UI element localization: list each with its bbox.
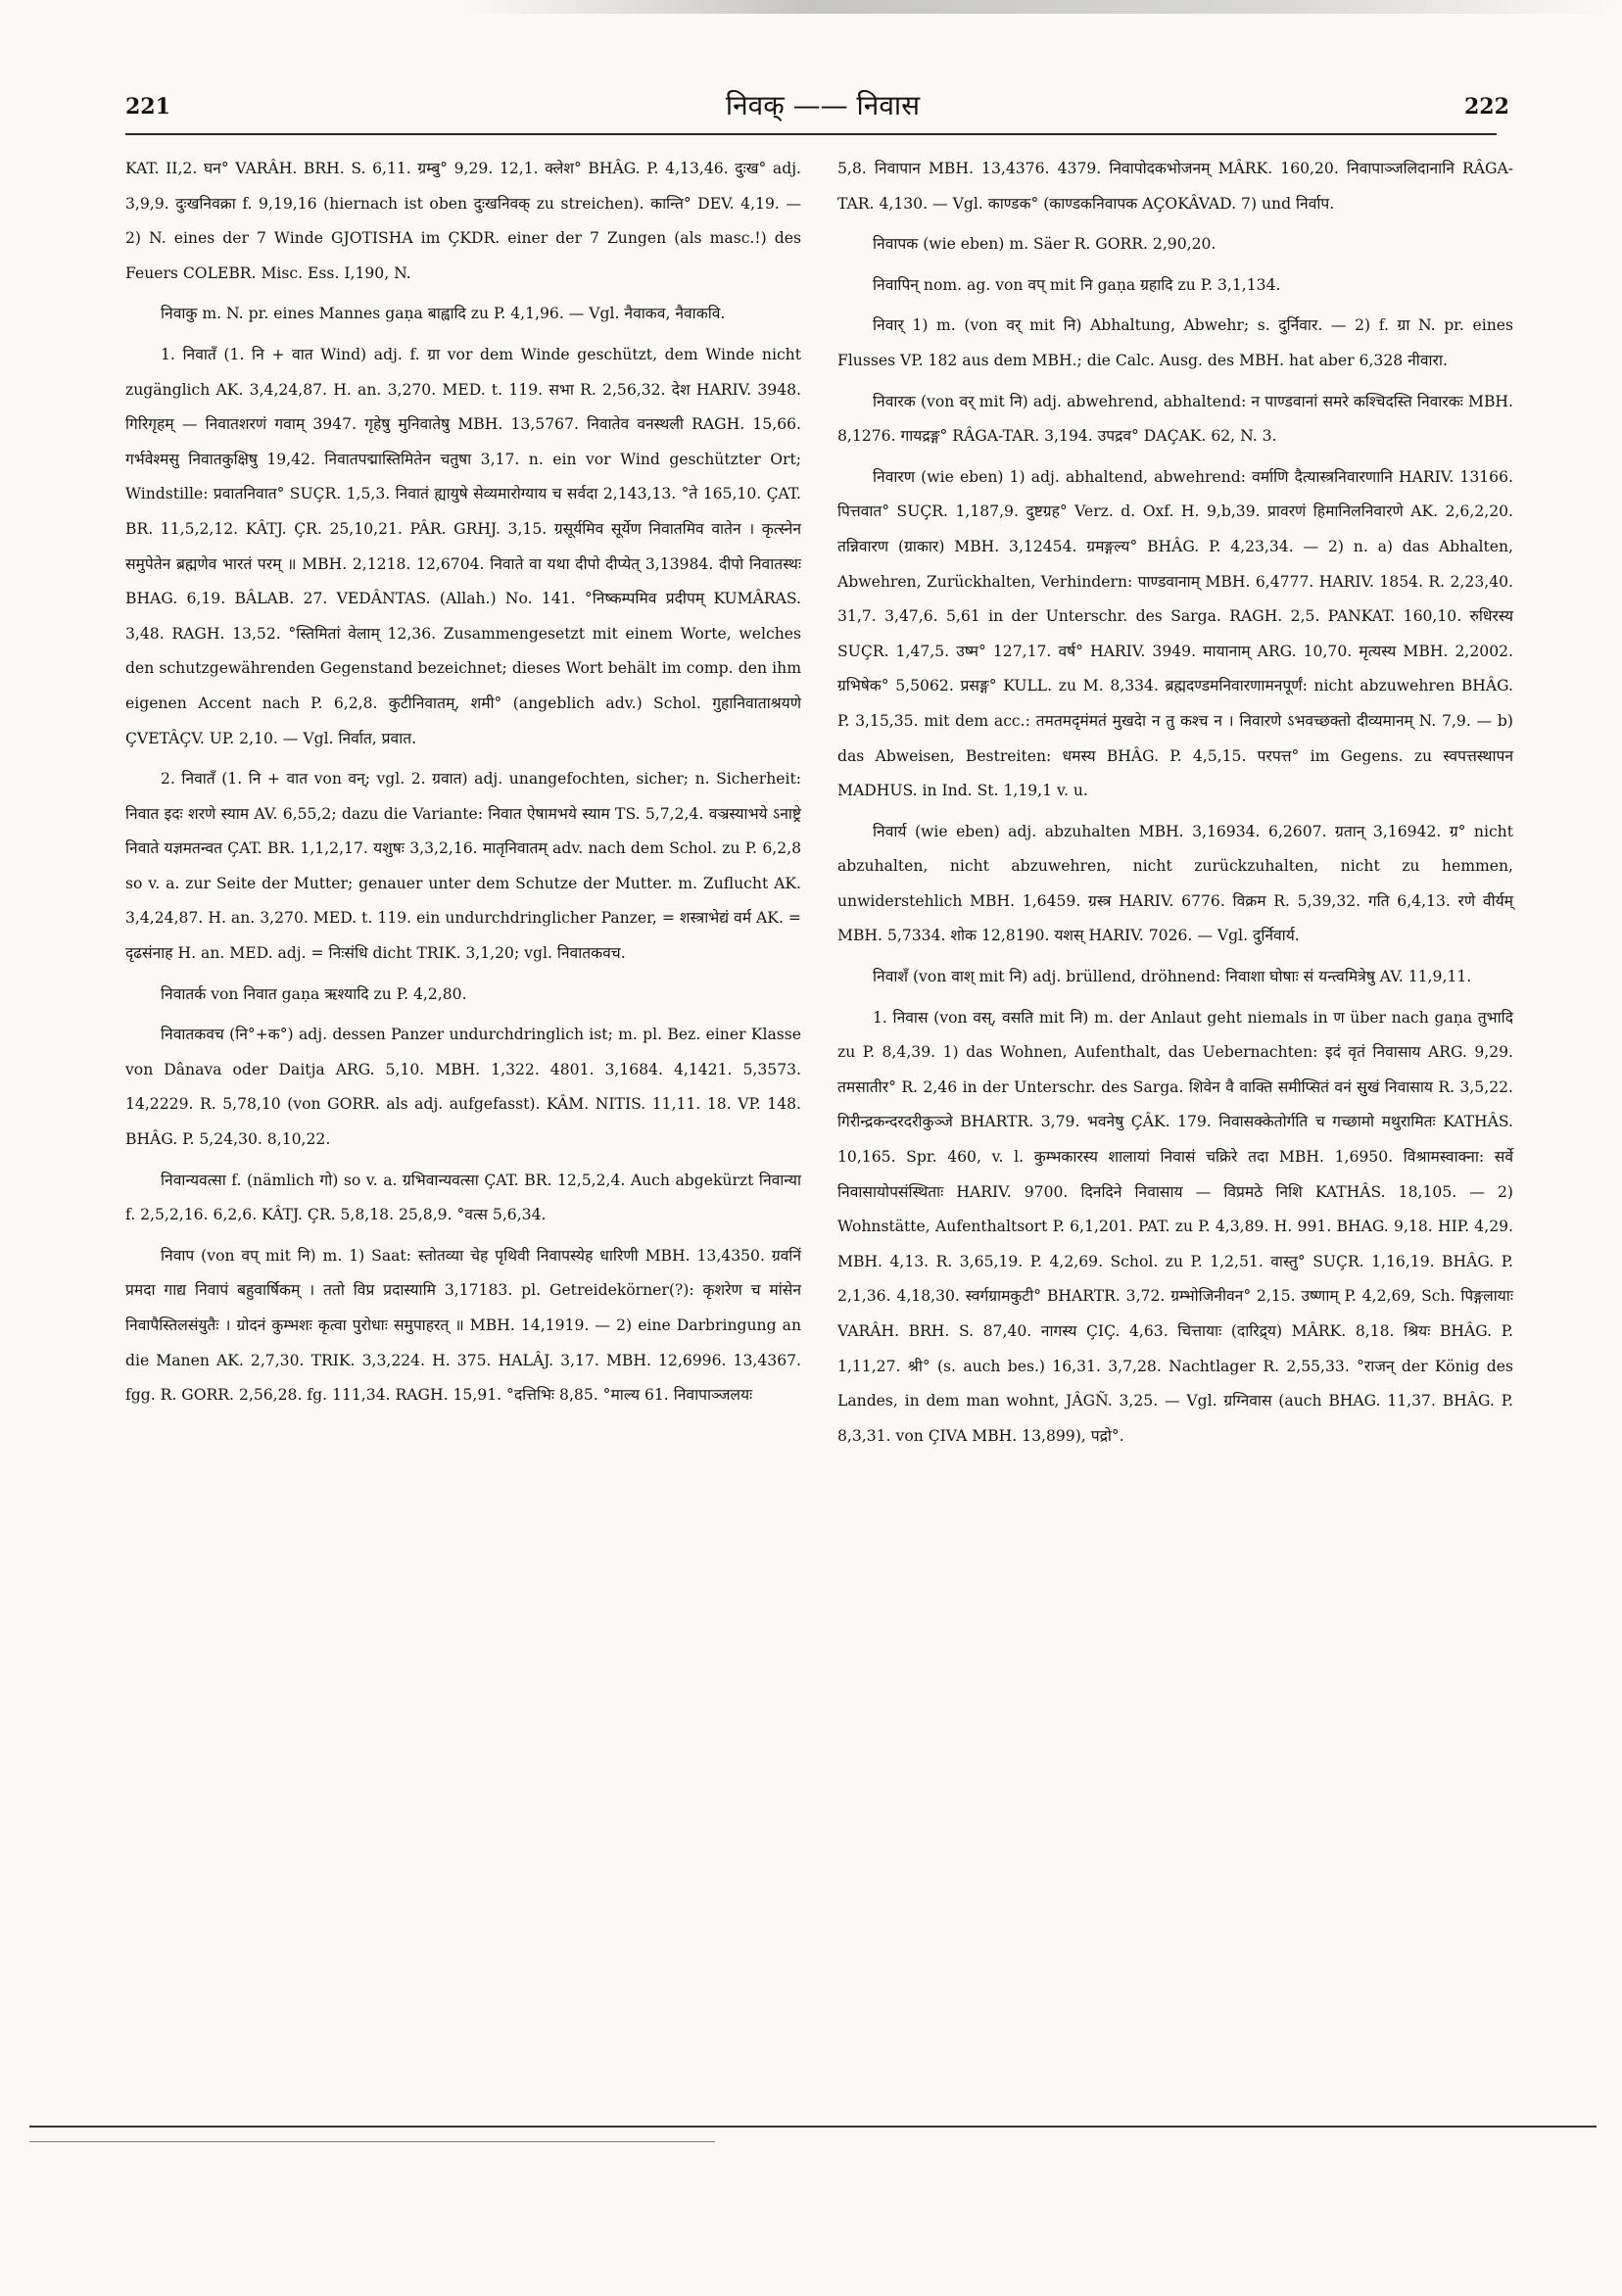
left-column [125, 152, 801, 1419]
entry-nivarya: निवार्य (wie eben) adj. abzuhalten MBH. 3,16934. 6,2607. ग्रतान् 3,16942. ग्र° nicht abzuhalten, nicht abzuwehren, nicht zurückzuhalten, nicht zu hemmen, unwiderstehlich MBH. 1,6459. ग्रस्त्र HARIV. 6776. विक्रम R. 5,39,32. गति 6,4,13. रणे वीर्यम् MBH. 5,7334. शोक 12,8190. यशस् HARIV. 7026. — Vgl. दुर्निवार्य. [837, 822, 1513, 945]
entry-nivapa: निवाप (von वप् mit नि) m. 1) Saat: स्तोतव्या चेह पृथिवी निवापस्येह धारिणी MBH. 13,4350. ग्रवनिं प्रमदा गाद्य निवापं बहुवार्षिकम् । ततो विप्र प्रदास्यामि 3,17183. pl. Getreidekörner(?): कृशरेण च मांसेन निवापैस्तिलसंयुतैः । ग्रोदनं कुम्भशः कृत्वा पुरोधाः समुपाहरत् ॥ MBH. 14,1919. — 2) eine Darbringung an die Manen AK. 2,7,30. TRIK. 3,3,224. H. 375. HALÂJ. 3,17. MBH. 12,6996. 13,4367. fgg. R. GORR. 2,56,28. fg. 111,34. RAGH. 15,91. °दत्तिभिः 8,85. °माल्य 61. निवापाञ्जलयः [125, 1246, 801, 1405]
entry-nivapin: निवापिन् nom. ag. von वप् mit नि gaṇa ग्रहादि zu P. 3,1,134. [873, 275, 1281, 294]
entry-nivataka: निवातर्क von निवात gaṇa ऋश्यादि zu P. 4,2,80. [161, 984, 467, 1003]
entry-nivar: निवार् 1) m. (von वर् mit नि) Abhaltung, Abwehr; s. दुर्निवार. — 2) f. ग्रा N. pr. eines Flusses VP. 182 aus dem MBH.; die Calc. Ausg. des MBH. hat aber 6,328 नीवारा. [837, 316, 1513, 369]
footer-rule [29, 2126, 1597, 2128]
page-number-right: 222 [1464, 94, 1509, 120]
footer-rule-secondary [29, 2141, 715, 2142]
entry-nivata-2: 2. निवातँ (1. नि + वात von वन्; vgl. 2. ग्रवात) adj. unangefochten, sicher; n. Sicherheit: निवात इदः शरणे स्याम AV. 6,55,2; dazu die Variante: निवात ऐषामभये स्याम TS. 5,7,2,4. वञ्रस्याभये ऽनाष्ट्रे निवाते यज्ञमतन्वत ÇAT. BR. 1,1,2,17. यशुषः 3,3,2,16. मातृनिवातम् adv. nach dem Schol. zu P. 6,2,8 so v. a. zur Seite der Mutter; genauer unter dem Schutze der Mutter. m. Zuflucht AK. 3,4,24,87. H. an. 3,270. MED. t. 119. ein undurchdringlicher Panzer, = शस्त्राभेद्यं वर्म AK. = दृढसंनाह H. an. MED. adj. = निःसंधि dicht TRIK. 3,1,20; vgl. निवातकवच. [125, 770, 801, 963]
entry-nivapaka: निवापक (wie eben) m. Säer R. GORR. 2,90,20. [873, 235, 1216, 254]
entry-continuation: KAT. II,2. घन° VARÂH. BRH. S. 6,11. ग्रम्बु° 9,29. 12,1. क्लेश° BHÂG. P. 4,13,46. दुःख° adj. 3,9,9. दुःखनिवक्रा f. 9,19,16 (hiernach ist oben दुःखनिवक् zu streichen). कान्ति° DEV. 4,19. — 2) N. eines der 7 Winde GJOTISHA im ÇKDR. einer der 7 Zungen (als masc.!) des Feuers COLEBR. Misc. Ess. I,190, N. [125, 160, 801, 282]
entry-nivaku: निवाकु m. N. pr. eines Mannes gaṇa बाह्वादि zu P. 4,1,96. — Vgl. नैवाकव, नैवाकवि. [161, 305, 726, 323]
scan-edge-noise [460, 0, 1616, 14]
entry-nivanyavatsa: निवान्यवत्सा f. (nämlich गो) so v. a. ग्रभिवान्यवत्सा ÇAT. BR. 12,5,2,4. Auch abgekürzt निवान्या f. 2,5,2,16. 6,2,6. KÂTJ. ÇR. 5,8,18. 25,8,9. °वत्स 5,6,34. [125, 1171, 801, 1224]
entry-nivapa-continuation: 5,8. निवापान MBH. 13,4376. 4379. निवापोदकभोजनम् MÂRK. 160,20. निवापाञ्जलिदानानि RÂGA-TAR. 4,130. — Vgl. काण्डक° (काण्डकनिवापक AÇOKÂVAD. 7) und निर्वाप. [837, 160, 1513, 213]
page-number-left: 221 [125, 94, 170, 120]
header-rule [125, 133, 1497, 135]
right-column [837, 152, 1513, 1459]
entry-nivarana: निवारण (wie eben) 1) adj. abhaltend, abwehrend: वर्माणि दैत्यास्त्रनिवारणानि HARIV. 13166. पित्तवात° SUÇR. 1,187,9. दुष्टग्रह° Verz. d. Oxf. H. 9,b,39. प्रावरणं हिमानिलनिवारणे AK. 2,6,2,20. तन्निवारण (ग्राकार) MBH. 3,12454. ग्रमङ्गल्य° BHÂG. P. 4,23,34. — 2) n. a) das Abhalten, Abwehren, Zurückhalten, Verhindern: पाण्डवानाम् MBH. 6,4777. HARIV. 1854. R. 2,23,40. 31,7. 3,47,6. 5,61 in der Unterschr. des Sarga. RAGH. 2,5. PANKAT. 160,10. रुधिरस्य SUÇR. 1,47,5. उष्म° 127,17. वर्ष° HARIV. 3949. मायानाम् ARG. 10,70. मृत्यस्य MBH. 2,2002. ग्रभिषेक° 5,5062. प्रसङ्ग° KULL. zu M. 8,334. ब्रह्मदण्डमनिवारणामनपूर्णं: nicht abzuwehren BHÂG. P. 3,15,35. mit dem acc.: तमतमदृमंमतं मुखदेा न तु कश्च न । निवारणे ऽभवच्छक्तो दीव्यमानम् N. 7,9. — b) das Abweisen, Bestreiten: धमस्य BHÂG. P. 4,5,15. परपत्त° im Gegens. zu स्वपत्तस्थापन MADHUS. in Ind. St. 1,19,1 v. u. [837, 467, 1513, 800]
entry-nivaraka: निवारक (von वर् mit नि) adj. abwehrend, abhaltend: न पाण्डवानां समरे कश्चिदस्ति निवारकः MBH. 8,1276. गायद्रङ्ग° RÂGA-TAR. 3,194. उपद्रव° DAÇAK. 62, N. 3. [837, 392, 1513, 446]
entry-nivata-1: 1. निवातँ (1. नि + वात Wind) adj. f. ग्रा vor dem Winde geschützt, dem Winde nicht zugänglich AK. 3,4,24,87. H. an. 3,270. MED. t. 119. सभा R. 2,56,32. देश HARIV. 3948. गिरिगृहम् — निवातशरणं गवाम् 3947. गृहेषु मुनिवातेषु MBH. 13,5767. निवातेव वनस्थली RAGH. 15,66. गर्भवेश्मसु निवातकुक्षिषु 19,42. निवातपद्मास्तिमितेन चतुषा 3,17. n. ein vor Wind geschützter Ort; Windstille: प्रवातनिवात° SUÇR. 1,5,3. निवातं ह्यायुषे सेव्यमारोग्याय च सर्वदा 2,143,13. °ते 165,10. ÇAT. BR. 11,5,2,12. KÂTJ. ÇR. 25,10,21. PÂR. GRHJ. 3,15. ग्रसूर्यमिव सूर्येण निवातमिव वातेन । कृत्स्नेन समुपेतेन ब्रह्मणेव भारतं परम् ॥ MBH. 2,1218. 12,6704. निवाते वा यथा दीपो दीप्येत् 3,13984. दीपो निवातस्थः BHAG. 6,19. BÂLAB. 27. VEDÂNTAS. (Allah.) No. 141. °निष्कम्पमिव प्रदीपम् KUMÂRAS. 3,48. RAGH. 13,52. °स्तिमितां वेलाम् 12,36. Zusammengesetzt mit einem Worte, welches den schutzgewährenden Gegenstand bezeichnet; dieses Wort behält im comp. den ihm eigenen Accent nach P. 6,2,8. कुटीनिवातम्, शमी° (angeblich adv.) Schol. गुहानिवाताश्रयणे ÇVETÂÇV. UP. 2,10. — Vgl. निर्वात, प्रवात. [125, 345, 801, 747]
entry-nivasa: 1. निवास (von वस्, वसति mit नि) m. der Anlaut geht niemals in ण über nach gaṇa तुभादि zu P. 8,4,39. 1) das Wohnen, Aufenthalt, das Uebernachten: इदं वृतं निवासाय ARG. 9,29. तमसातीर° R. 2,46 in der Unterschr. des Sarga. शिवेन वै वाक्ति समीप्सितं वनं सुखं निवासाय R. 3,5,22. गिरीन्द्रकन्दरदरीकुञ्जे BHARTR. 3,79. भवनेषु ÇÂK. 179. निवासक्केतोर्गति च गच्छामो मथुरामितः KATHÂS. 10,165. Spr. 460, v. l. कुम्भकारस्य शालायां निवासं चक्रिरे तदा MBH. 1,6950. विश्रामस्वाक्ना: सर्वे निवासायोपसंस्थिताः HARIV. 9700. दिनदिने निवासाय — विप्रमठे निशि KATHÂS. 18,105. — 2) Wohnstätte, Aufenthaltsort P. 6,1,201. PAT. zu P. 4,3,89. H. 991. BHAG. 9,18. HIP. 4,29. MBH. 4,13. R. 3,65,19. P. 4,2,69. Schol. zu P. 1,2,51. वास्तु° SUÇR. 1,16,19. BHÂG. P. 2,1,36. 4,18,30. स्वर्गग्रामकुटी° BHARTR. 3,72. ग्रम्भोजिनीवन° 2,15. उष्णाम् P. 4,2,69, Sch. पिङ्गलायाः VARÂH. BRH. S. 87,40. नागस्य ÇIÇ. 4,63. चित्तायाः (दारिद्र्य) MÂRK. 8,18. श्रियः BHÂG. P. 1,11,27. श्री° (s. auch bes.) 16,31. 3,7,28. Nachtlager R. 2,55,33. °राजन् der König des Landes, in dem man wohnt, JÂGÑ. 3,25. — Vgl. ग्रग्निवास (auch BHAG. 11,37. BHÂG. P. 8,3,31. von ÇIVA MBH. 13,899), पद्रो°. [837, 1008, 1513, 1445]
entry-nivatakavaca: निवातकवच (नि°+क°) adj. dessen Panzer undurchdringlich ist; m. pl. Bez. einer Klasse von Dânava oder Daitja ARG. 5,10. MBH. 1,322. 4801. 3,1684. 4,1421. 5,3573. 14,2229. R. 5,78,10 (von GORR. als adj. aufgefasst). KÂM. NITIS. 11,11. 18. VP. 148. BHÂG. P. 5,24,30. 8,10,22. [125, 1026, 801, 1149]
entry-nivasha: निवाशँ (von वाश् mit नि) adj. brüllend, dröhnend: निवाशा घोषाः सं यन्त्वमित्रेषु AV. 11,9,11. [873, 968, 1472, 986]
running-head: निवक् —— निवास [725, 89, 921, 121]
